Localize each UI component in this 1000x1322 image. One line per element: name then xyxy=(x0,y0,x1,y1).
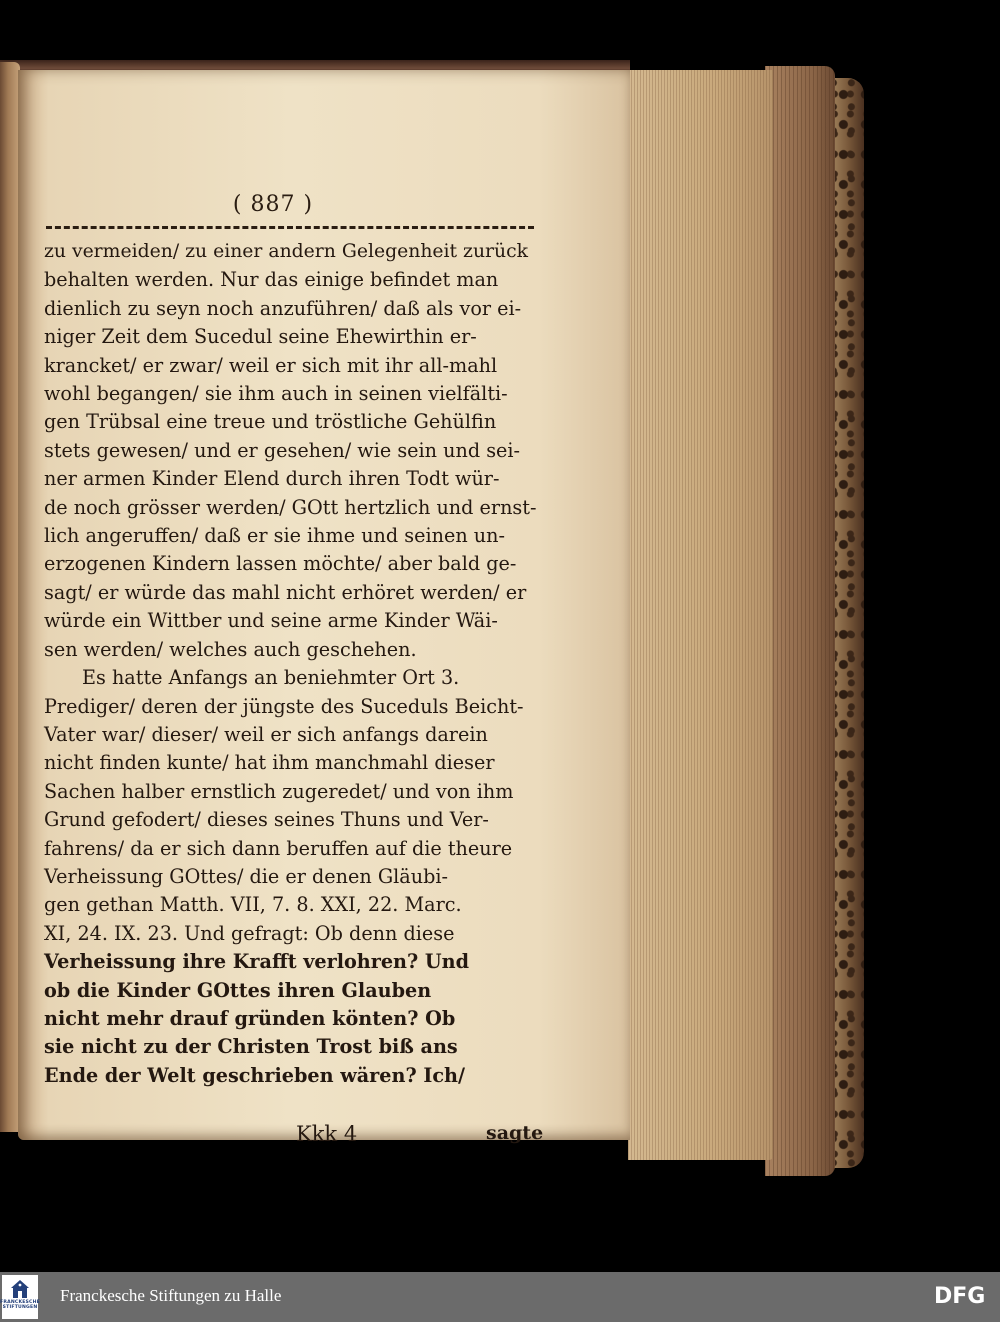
text-line: Prediger/ deren der jüngste des Suceduls Beicht- xyxy=(44,694,524,718)
text-line: zu vermeiden/ zu einer andern Gelegenheit zurück xyxy=(44,241,529,262)
text-line: XI, 24. IX. 23. Und gefragt: Ob denn diese xyxy=(44,921,455,945)
text-line: gen Trübsal eine treue und tröstliche Gehülfin xyxy=(44,410,497,434)
text-line: krancket/ er zwar/ weil er sich mit ihr all-mahl xyxy=(44,353,498,377)
book-page xyxy=(18,70,630,1146)
text-line: de noch grösser werden/ GOtt hertzlich und ernst- xyxy=(44,495,537,519)
text-line: nicht mehr drauf gründen könten? Ob xyxy=(44,1006,456,1030)
text-line: würde ein Wittber und seine arme Kinder Wäi- xyxy=(44,609,498,633)
text-line: sie nicht zu der Christen Trost biß ans xyxy=(44,1035,458,1059)
text-line: fahrens/ da er sich dann beruffen auf die theure xyxy=(44,836,513,860)
page-number-header: ( 887 ) xyxy=(232,192,314,217)
text-line: Grund gefodert/ dieses seines Thuns und Ver- xyxy=(44,808,489,832)
text-line: lich angeruffen/ daß er sie ihme und seinen un- xyxy=(44,524,505,548)
page-fore-edge xyxy=(628,70,773,1160)
institution-name[interactable]: Franckesche Stiftungen zu Halle xyxy=(60,1286,282,1305)
text-line: Verheissung GOttes/ die er denen Gläubi- xyxy=(44,864,448,888)
page-text xyxy=(44,238,536,1090)
text-line: sen werden/ welches auch geschehen. xyxy=(44,637,417,661)
dfg-logo[interactable]: DFG xyxy=(934,1284,986,1309)
left-page-edge xyxy=(0,62,20,1132)
text-line: Vater war/ dieser/ weil er sich anfangs darein xyxy=(44,722,488,746)
text-line: gen gethan Matth. VII, 7. 8. XXI, 22. Marc. xyxy=(44,893,462,917)
header-rule xyxy=(46,226,534,229)
text-line: ob die Kinder GOttes ihren Glauben xyxy=(44,978,432,1002)
logo-text: FRANCKESCHE STIFTUNGEN xyxy=(0,1300,41,1310)
text-line: Ende der Welt geschrieben wären? Ich/ xyxy=(44,1063,465,1087)
footer-bar xyxy=(0,1272,1000,1322)
text-line: Es hatte Anfangs an beniehmter Ort 3. xyxy=(82,666,460,690)
text-line: behalten werden. Nur das einige befindet man xyxy=(44,268,499,292)
text-line: dienlich zu seyn noch anzuführen/ daß als vor ei- xyxy=(44,296,522,320)
text-line: erzogenen Kindern lassen möchte/ aber bald ge- xyxy=(44,552,517,576)
text-line: Verheissung ihre Krafft verlohren? Und xyxy=(44,950,470,974)
catchword: sagte xyxy=(486,1122,544,1144)
text-line: nicht finden kunte/ hat ihm manchmahl dieser xyxy=(44,751,495,775)
orphanage-building-icon xyxy=(9,1278,31,1300)
signature-mark: Kkk 4 xyxy=(296,1122,358,1146)
text-line: niger Zeit dem Sucedul seine Ehewirthin er- xyxy=(44,325,477,349)
text-line: Sachen halber ernstlich zugeredet/ und von ihm xyxy=(44,779,514,803)
institution-logo[interactable] xyxy=(0,1275,41,1319)
text-line: sagt/ er würde das mahl nicht erhöret werden/ er xyxy=(44,580,527,604)
text-line: stets gewesen/ und er gesehen/ wie sein und sei- xyxy=(44,438,521,462)
cover-board xyxy=(765,66,835,1176)
text-line: ner armen Kinder Elend durch ihren Todt wür- xyxy=(44,467,500,491)
text-line: wohl begangen/ sie ihm auch in seinen vielfälti- xyxy=(44,382,508,406)
